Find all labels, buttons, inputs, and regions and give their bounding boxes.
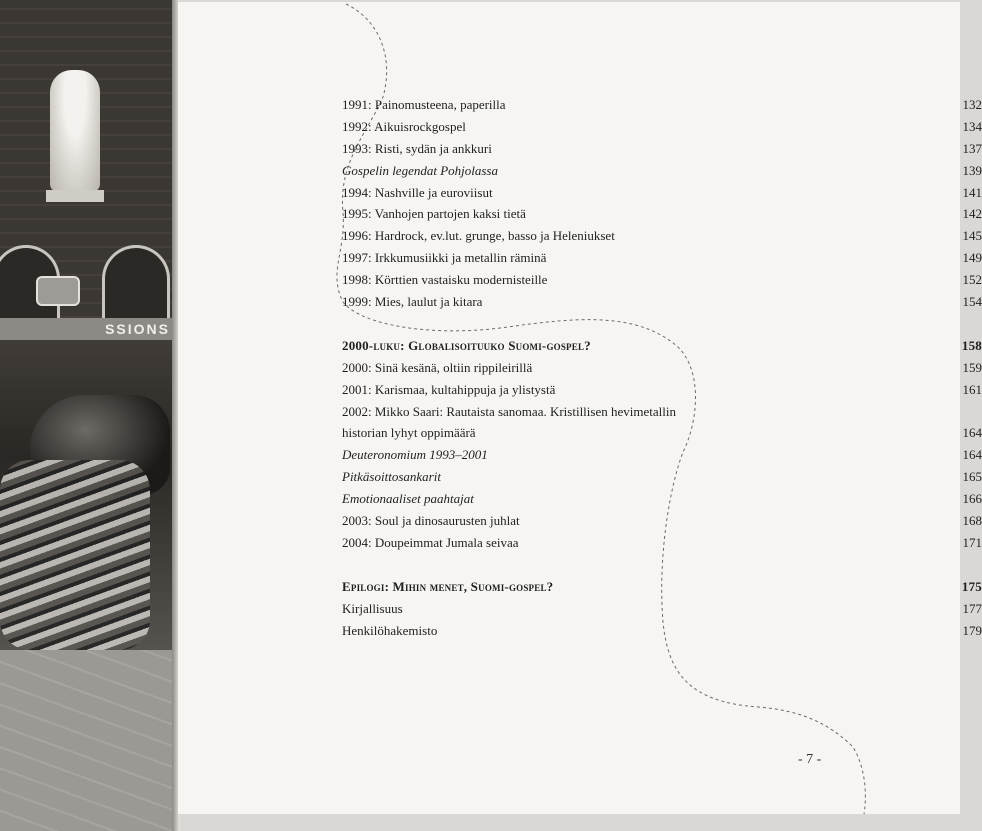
toc-entry-page: 152 <box>962 272 982 288</box>
toc-entry <box>342 94 982 116</box>
arched-window <box>102 245 170 318</box>
toc-entry-page: 149 <box>962 250 982 266</box>
toc-entry <box>342 247 982 269</box>
toc-entry <box>342 532 982 554</box>
toc-entry-page: 164 <box>962 425 982 441</box>
toc-entry <box>342 488 982 510</box>
toc-entry-title: 2000-luku: Globalisoituuko Suomi-gospel? <box>342 337 591 353</box>
toc-entry-page: 141 <box>962 184 982 200</box>
toc-entry <box>342 291 982 313</box>
toc-entry <box>342 422 982 444</box>
toc-entry-page: 168 <box>962 513 982 529</box>
toc-entry-page: 139 <box>962 162 982 178</box>
toc-entry-page: 142 <box>962 206 982 222</box>
building-sign: SSIONS <box>0 318 176 340</box>
toc-entry-title: 1994: Nashville ja euroviisut <box>342 184 493 200</box>
toc-entry <box>342 160 982 182</box>
toc-entry-title: Emotionaaliset paahtajat <box>342 491 474 507</box>
toc-entry <box>342 379 982 401</box>
toc-entry <box>342 598 982 620</box>
motorcycle-engine <box>0 460 150 650</box>
toc-entry <box>342 620 982 642</box>
toc-entry-title: Epilogi: Mihin menet, Suomi-gospel? <box>342 578 554 594</box>
toc-entry-title: Henkilöhakemisto <box>342 622 438 638</box>
toc-entry-page: 145 <box>962 228 982 244</box>
toc-entry-title: historian lyhyt oppimäärä <box>342 425 476 441</box>
toc-entry-title: Kirjallisuus <box>342 600 403 616</box>
toc-section-heading <box>342 335 982 357</box>
toc-entry <box>342 138 982 160</box>
statue-figure <box>50 70 100 192</box>
toc-entry-page: 154 <box>962 294 982 310</box>
table-of-contents <box>342 94 982 641</box>
toc-entry-title: 1998: Körttien vastaisku modernisteille <box>342 272 548 288</box>
toc-entry-title: Pitkäsoittosankarit <box>342 469 441 485</box>
toc-entry <box>342 182 982 204</box>
toc-entry-page: 161 <box>962 381 982 397</box>
toc-entry-page: 158 <box>961 337 982 353</box>
toc-entry-title: 1995: Vanhojen partojen kaksi tietä <box>342 206 526 222</box>
toc-entry-title: 1996: Hardrock, ev.lut. grunge, basso ja Heleniukset <box>342 228 615 244</box>
toc-entry <box>342 269 982 291</box>
toc-entry-page: 175 <box>961 578 982 594</box>
toc-entry-title: 1999: Mies, laulut ja kitara <box>342 294 483 310</box>
toc-entry <box>342 203 982 225</box>
toc-entry <box>342 357 982 379</box>
page-number: - 7 - <box>798 752 822 767</box>
toc-entry-title: 1991: Painomusteena, paperilla <box>342 97 506 112</box>
book-page <box>178 2 982 814</box>
toc-entry-page: 179 <box>962 622 982 638</box>
toc-entry-page: 177 <box>962 600 982 616</box>
toc-entry-page: 134 <box>962 118 982 134</box>
toc-entry <box>342 444 982 466</box>
motorcycle-mirror <box>36 276 80 306</box>
toc-entry <box>342 116 982 138</box>
cover-photo-strip <box>0 0 176 831</box>
toc-group-epilogue <box>342 576 982 642</box>
toc-entry-title: 2002: Mikko Saari: Rautaista sanomaa. Kristillisen hevimetallin <box>342 403 676 419</box>
toc-entry <box>342 466 982 488</box>
toc-group-2000s <box>342 335 982 554</box>
toc-entry-title: 2004: Doupeimmat Jumala seivaa <box>342 534 519 550</box>
toc-entry <box>342 225 982 247</box>
toc-entry-title: 1993: Risti, sydän ja ankkuri <box>342 140 492 156</box>
toc-entry-title: 2000: Sinä kesänä, oltiin rippileirillä <box>342 359 533 375</box>
toc-section-heading <box>342 576 982 598</box>
toc-entry-page: 166 <box>962 491 982 507</box>
pavement <box>0 650 176 831</box>
toc-entry-title: 1997: Irkkumusiikki ja metallin räminä <box>342 250 547 266</box>
toc-entry-title: Gospelin legendat Pohjolassa <box>342 162 498 178</box>
toc-group-1990s <box>342 94 982 313</box>
toc-entry-page: 132 <box>962 97 982 112</box>
toc-entry <box>342 510 982 532</box>
toc-entry-title: Deuteronomium 1993–2001 <box>342 447 488 463</box>
toc-entry-page: 165 <box>962 469 982 485</box>
toc-entry-page: 164 <box>962 447 982 463</box>
toc-entry-page: 137 <box>962 140 982 156</box>
toc-entry-title: 1992: Aikuisrockgospel <box>342 118 466 134</box>
toc-entry-title: 2003: Soul ja dinosaurusten juhlat <box>342 513 520 529</box>
toc-entry-title: 2001: Karismaa, kultahippuja ja ylistystä <box>342 381 556 397</box>
statue-pedestal <box>46 190 104 202</box>
toc-entry-page: 171 <box>962 534 982 550</box>
toc-entry-page: 159 <box>962 359 982 375</box>
toc-entry <box>342 401 982 423</box>
